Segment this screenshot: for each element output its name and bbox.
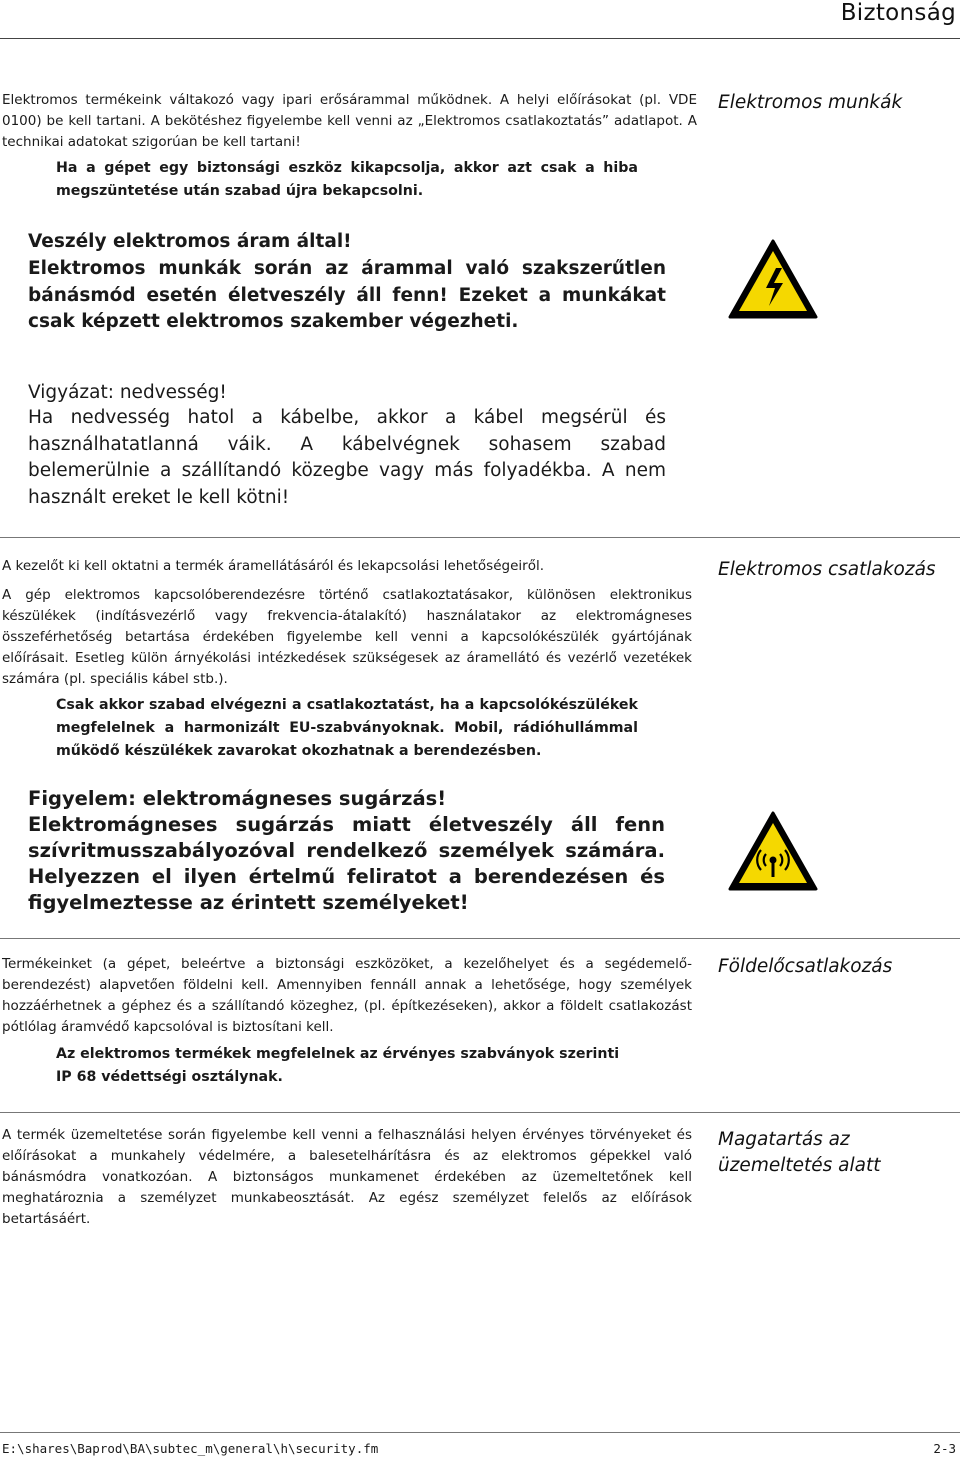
side-label-grounding: Földelőcsatlakozás (718, 956, 893, 977)
side-label-behavior-line2: üzemeltetés alatt (718, 1155, 881, 1176)
footer-file-path: E:\shares\Baprod\BA\subtec_m\general\h\security.fm (2, 1441, 379, 1456)
danger-body: Elektromos munkák során az árammal való szakszerűtlen bánásmód esetén életveszély áll fenn! Ezeket a munkákat csak képzett elektromos szakember végezheti. (28, 258, 666, 332)
danger-title: Veszély elektromos áram által! (28, 231, 352, 252)
section-divider (0, 1112, 960, 1113)
electromagnetic-radiation-warning-icon (727, 810, 819, 892)
grounding-note-line2: IP 68 védettségi osztálynak. (56, 1069, 283, 1085)
section-divider (0, 537, 960, 538)
grounding-note-line1: Az elektromos termékek megfelelnek az érvényes szabványok szerinti (56, 1046, 620, 1062)
grounding-body: Termékeinket (a gépet, beleértve a biztonsági eszközöket, a kezelőhelyet és a segédemelő-berendezést) alapvetően földelni kell. Amennyiben fennáll annak a lehetősége, hogy személyek hozzáérhetnek a géphez és a szállítandó közeghez, (pl. építkezéseken), akkor a földelt csatlakozást pótlólag áramvédő kapcsolóval is biztosítani kell. (2, 956, 692, 1035)
electrical-connection-note: Csak akkor szabad elvégezni a csatlakoztatást, ha a kapcsolókészülékek megfelelnek a harmonizált EU-szabványoknak. Mobil, rádióhullámmal működő készülékek zavarokat okozhatnak a berendezésben. (56, 697, 638, 759)
section-divider (0, 938, 960, 939)
page-header-title: Biztonság (840, 0, 956, 26)
emr-title: Figyelem: elektromágneses sugárzás! (28, 787, 447, 810)
moisture-title: Vigyázat: nedvesség! (28, 382, 227, 403)
electrical-work-note: Ha a gépet egy biztonsági eszköz kikapcsolja, akkor azt csak a hiba megszüntetése után szabad újra bekapcsolni. (56, 160, 638, 199)
side-label-behavior-line1: Magatartás az (718, 1129, 850, 1150)
electrical-connection-intro2: A gép elektromos kapcsolóberendezésre történő csatlakoztatásakor, különösen elektronikus készülékek (indításvezérlő vagy frekvencia-átalakító) használatakor az elektromágneses összeférhetőség betartása érdekében figyelembe kell venni a kapcsolókészülék gyártójának előírásait. Esetleg külön árnyékolási intézkedések szükségesek az áramellátó és vezérlő vezetékek számára (pl. speciális kábel stb.). (2, 587, 692, 687)
side-label-electrical-connection: Elektromos csatlakozás (718, 559, 936, 580)
side-label-electrical-work: Elektromos munkák (718, 92, 903, 113)
page-number: 2-3 (933, 1441, 956, 1456)
electrical-work-intro: Elektromos termékeink váltakozó vagy ipari erősárammal működnek. A helyi előírásokat (pl. VDE 0100) be kell tartani. A bekötéshez figyelembe kell venni az „Elektromos csatlakoztatás” adatlapot. A technikai adatokat szigorúan be kell tartani! (2, 92, 697, 150)
high-voltage-warning-icon (727, 238, 819, 320)
electrical-connection-intro1: A kezelőt ki kell oktatni a termék áramellátásáról és lekapcsolási lehetőségeiről. (2, 558, 544, 574)
emr-body: Elektromágneses sugárzás miatt életveszély áll fenn szívritmusszabályozóval rendelkező személyek számára. Helyezzen el ilyen értelmű feliratot a berendezésen és figyelmeztesse az érintett személyeket! (28, 813, 665, 914)
header-divider (0, 38, 960, 39)
moisture-body: Ha nedvesség hatol a kábelbe, akkor a kábel megsérül és használhatatlanná váik. A kábelvégnek sohasem szabad belemerülnie a szállítandó közegbe vagy más folyadékba. A nem használt ereket le kell kötni! (28, 407, 666, 508)
behavior-body: A termék üzemeltetése során figyelembe kell venni a felhasználási helyen érvényes törvényeket és előírásokat a munkahely védelmére, a balesetelhárításra és az elektromos gépekkel való bánásmódra vonatkozóan. A biztonságos munkamenet érdekében az üzemeltetőnek kell meghatároznia a személyzet munkabeosztását. Az egész személyzet felelős az előírások betartásáért. (2, 1127, 692, 1227)
footer-divider (0, 1432, 960, 1433)
